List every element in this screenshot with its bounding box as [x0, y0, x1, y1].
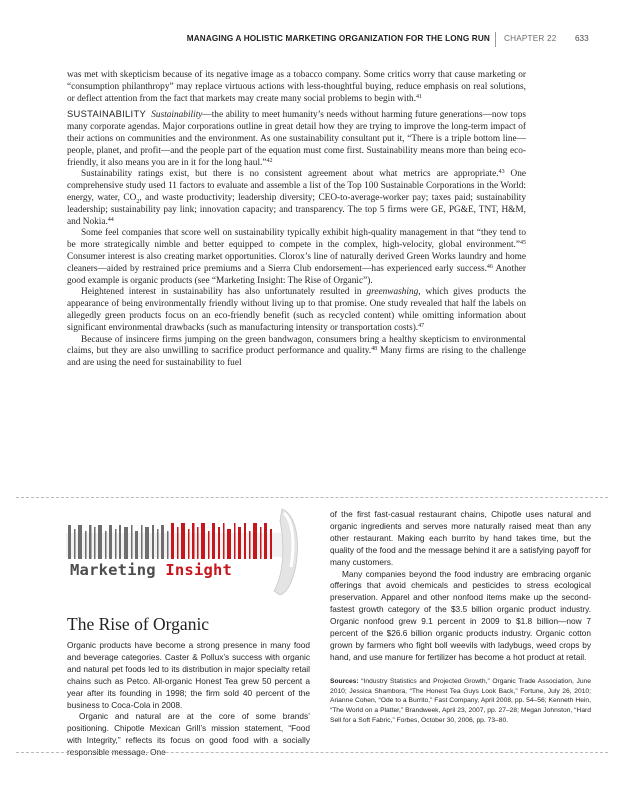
- insight-paragraph: Many companies beyond the food industry are embracing organic offerings that avoid chemicals and pesticides to stress ecological preservation. Apparel and other nonfood items make up the second-fastest growth category of the $3.5 billion organic product industry. Organic nonfood grew 9.1 percent in 2009 to $1.8 billion—now 7 percent of the $26.6 billion organic products industry. Organic cotton grown by farmers who fight boll weevils with ladybugs, weed crops by hand, and use manure for fertilizer has become a hot product at retail.: [330, 568, 591, 662]
- section-heading-sustainability: SUSTAINABILITY: [67, 108, 147, 120]
- chapter-label: CHAPTER 22: [504, 34, 557, 43]
- endnote-ref: 47: [418, 322, 425, 329]
- endnote-ref: 41: [416, 93, 423, 100]
- barcode-icon: [66, 523, 294, 559]
- main-body-text: [67, 70, 526, 370]
- paragraph-cause-marketing: was met with skepticism because of its negative image as a tobacco company. Some critics worry that cause marketing or “consumption philanthropy” may replace virtuous actions with less-thoughtful buying, reduce emphasis on real solutions, or deflect attention from the fact that markets may create many social problems to begin with.$^{41}$: [67, 70, 526, 104]
- paragraph-sustainability-management: Some feel companies that score well on sustainability typically exhibit high-quality management in that “they tend to be more strategically nimble and better equipped to compete in the complex, high-velocity, global environment.”$^{45}$ Consumer interest is also creating market opportunities. Clorox’s line of naturally derived Green Works laundry and home cleaners—aided by restrained price premiums and a Sierra Club endorsement—has experienced early success.$^{46}$ Another good example is organic products (see “Marketing Insight: The Rise of Organic”).: [67, 228, 526, 286]
- subscript: 2: [136, 198, 140, 205]
- marketing-insight-barcode-graphic: [60, 505, 320, 595]
- marketing-insight-banner: [70, 561, 232, 579]
- endnote-ref: 42: [266, 157, 273, 164]
- insight-right-column: [330, 509, 591, 726]
- banner-word-insight: Insight: [165, 561, 233, 579]
- insight-left-column: [67, 640, 310, 759]
- insight-title: The Rise of Organic: [67, 614, 210, 634]
- insight-paragraph: of the first fast-casual restaurant chains, Chipotle uses natural and organic ingredients and serves more naturally raised meat than any other restaurant. Making each burrito by hand takes time, but the quality of the food and the message behind it are a satisfying payoff for many customers.: [330, 509, 591, 567]
- endnote-ref: 43: [498, 169, 505, 176]
- header-divider: [495, 32, 496, 47]
- running-header-title: MANAGING A HOLISTIC MARKETING ORGANIZATION FOR THE LONG RUN: [186, 34, 490, 43]
- paragraph-sustainability-ratings: Sustainability ratings exist, but there is no consistent agreement about what metrics are appropriate.$^{43}$ One comprehensive study used 11 factors to evaluate and assemble a list of the Top 100 Sustainable Corporations in the World: energy, water, $CO_2$, and waste productivity; leadership diversity; CEO-to-average-worker pay; taxes paid; sustainability leadership; sustainability pay link; innovation capacity; and transparency. The top 5 firms were GE, PG&E, TNT, H&M, and Nokia.$^{44}$: [67, 169, 526, 227]
- insight-top-rule: [16, 497, 608, 498]
- sources-text: “Industry Statistics and Projected Growth,” Organic Trade Association, June 2010; Jessica Shambora, “The Honest Tea Guys Look Back,” Fortune, July 26, 2010; Arianne Cohen, “Ode to a Burrito,” Fast Company, April 2008, pp. 54–56; Kenneth Hein, “The World on a Platter,” Brandweek, April 23, 2007, pp. 27–28; Megan Johnston, “Hard Sell for a Soft Fabric,” Forbes, October 30, 2006, pp. 73–80.: [330, 677, 591, 724]
- paragraph-greenwashing: Heightened interest in sustainability has also unfortunately resulted in greenwashing, which gives products the appearance of being environmentally friendly without living up to that promise. One study revealed that half the labels on allegedly green products focus on an eco-friendly benefit (such as recycled content) while omitting information about significant environmental drawbacks (such as manufacturing intensity or transportation costs).$^{47}$: [67, 287, 526, 333]
- banner-word-marketing: Marketing: [70, 561, 156, 579]
- endnote-ref: 46: [486, 263, 493, 270]
- insight-bottom-rule: [16, 752, 608, 753]
- endnote-ref: 45: [520, 240, 526, 247]
- key-term-greenwashing: greenwashing: [366, 287, 419, 298]
- key-term: Sustainability: [151, 110, 203, 121]
- insight-paragraph: Organic and natural are at the core of some brands’ positioning. Chipotle Mexican Grill’s mission statement, “Food with Integrity,” reflects its focus on good food with a socially responsible message. One: [67, 711, 310, 758]
- endnote-ref: 48: [371, 346, 378, 353]
- page-number: 633: [575, 34, 589, 43]
- paragraph-green-bandwagon: Because of insincere firms jumping on the green bandwagon, consumers bring a healthy skepticism to environmental claims, but they are also unwilling to sacrifice product performance and quality.$^{48}$ Many firms are rising to the challenge and are using the need for sustainability to fuel: [67, 334, 526, 369]
- running-header: [0, 32, 623, 48]
- sources-label: Sources:: [330, 677, 359, 685]
- endnote-ref: 44: [107, 216, 114, 223]
- paragraph-sustainability-intro: SUSTAINABILITY Sustainability—the ability to meet humanity’s needs without harming future generations—now tops many corporate agendas. Major corporations outline in great detail how they are trying to improve the long-term impact of their actions on communities and the environment. As one sustainability consultant put it, “There is a triple bottom line—people, planet, and profit—and the people part of the equation must come first. Sustainability means more than being eco-friendly, it also means you are in it for the long haul.”$^{42}$: [67, 108, 526, 168]
- insight-sources: [330, 677, 591, 726]
- insight-paragraph: Organic products have become a strong presence in many food and beverage categories. Caster & Pollux’s success with organic and natural pet foods led to its distribution in major specialty retail chains such as Petco. All-organic Honest Tea grew 50 percent a year after its founding in 1998; the firm sold 40 percent of the business to Coca-Cola in 2008.: [67, 640, 310, 710]
